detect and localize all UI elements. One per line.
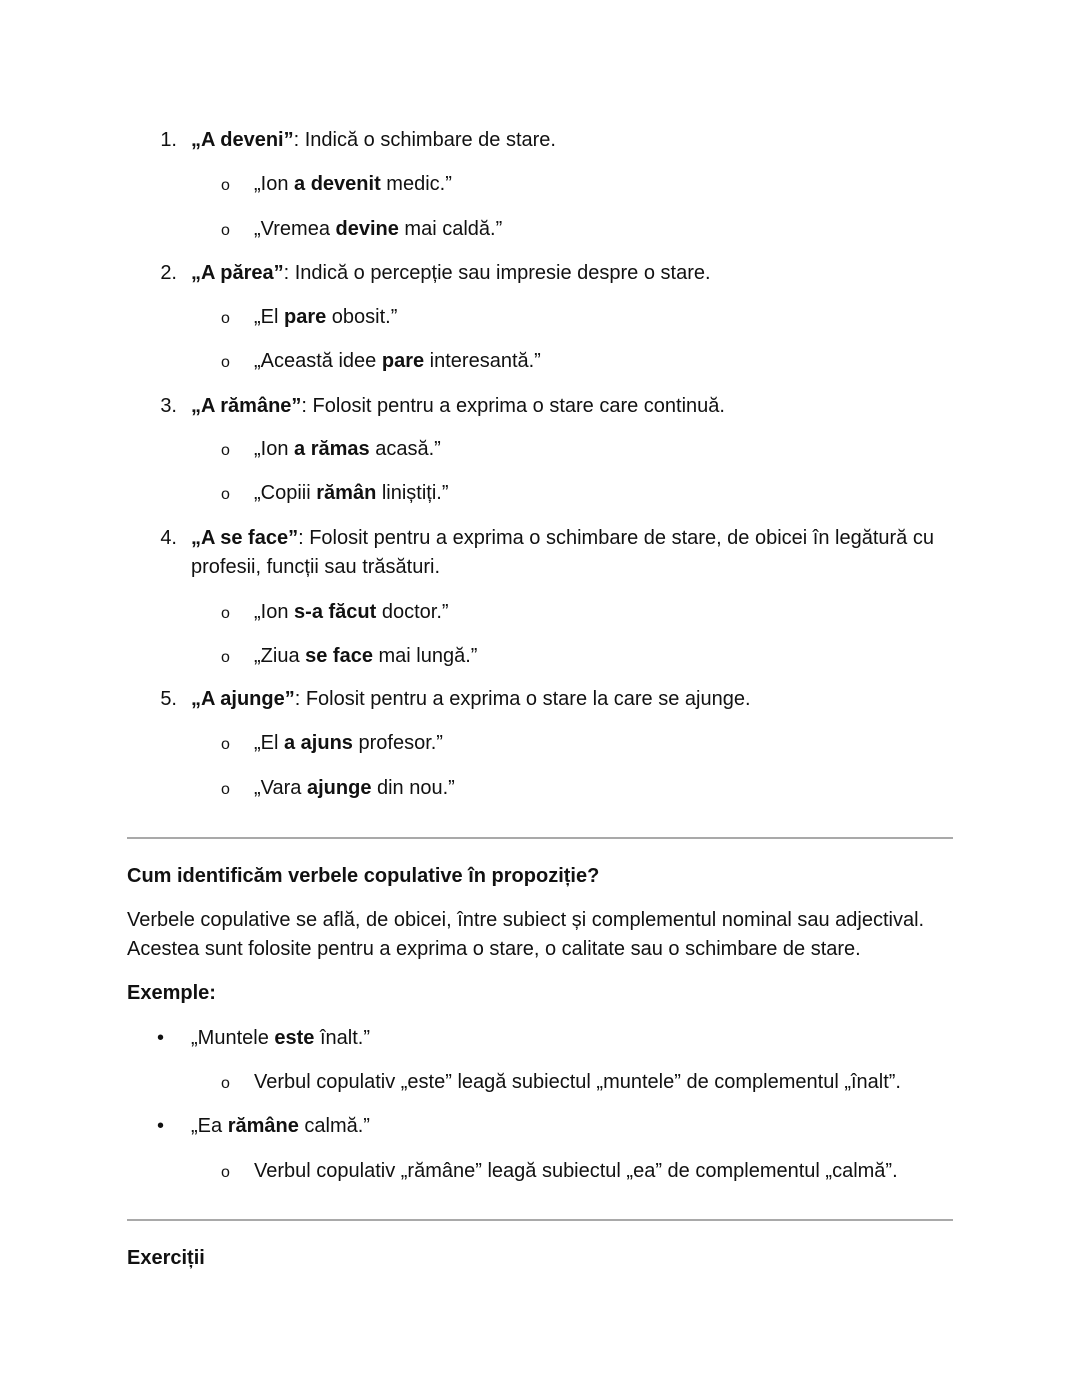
list-number: 4. bbox=[160, 527, 177, 549]
circle-bullet: o bbox=[221, 1075, 230, 1092]
circle-bullet: o bbox=[221, 222, 230, 239]
verb-description-continued: profesii, funcții sau trăsături. bbox=[191, 556, 440, 578]
section-heading: Cum identificăm verbele copulative în propoziție? bbox=[127, 865, 600, 887]
example-note: Verbul copulativ „este” leagă subiectul „muntele” de complementul „înalt”. bbox=[254, 1071, 901, 1093]
verb-description: : Folosit pentru a exprima o stare la care se ajunge. bbox=[294, 688, 751, 710]
circle-bullet: o bbox=[221, 354, 230, 371]
horizontal-rule bbox=[127, 1219, 953, 1221]
bullet-dot: • bbox=[157, 1115, 165, 1137]
circle-bullet: o bbox=[221, 1164, 230, 1181]
circle-bullet: o bbox=[221, 442, 230, 459]
circle-bullet: o bbox=[221, 177, 230, 194]
circle-bullet: o bbox=[221, 781, 230, 798]
verb-description: : Indică o schimbare de stare. bbox=[293, 129, 556, 151]
bullet-dot: • bbox=[157, 1027, 165, 1049]
list-item bbox=[191, 392, 725, 420]
example-note: Verbul copulativ „rămâne” leagă subiectul „ea” de complementul „calmă”. bbox=[254, 1160, 898, 1182]
example-item: „Această idee pare interesantă.” bbox=[254, 350, 541, 372]
list-item bbox=[191, 524, 934, 552]
verb-name: „A ajunge” bbox=[191, 688, 295, 710]
verb-description: : Folosit pentru a exprima o schimbare de stare, de obicei în legătură cu bbox=[298, 527, 934, 549]
list-item bbox=[191, 259, 711, 287]
verb-name: „A rămâne” bbox=[191, 395, 302, 417]
exercises-heading: Exerciții bbox=[127, 1247, 205, 1269]
horizontal-rule bbox=[127, 837, 953, 839]
list-number: 2. bbox=[160, 262, 177, 284]
example-item: „Copiii rămân liniștiți.” bbox=[254, 482, 449, 504]
example-item: „Ion s-a făcut doctor.” bbox=[254, 601, 449, 623]
list-item bbox=[191, 685, 751, 713]
circle-bullet: o bbox=[221, 486, 230, 503]
example-item: „Muntele este înalt.” bbox=[191, 1027, 370, 1049]
verb-name: „A deveni” bbox=[191, 129, 294, 151]
verb-name: „A se face” bbox=[191, 527, 299, 549]
example-item: „Ion a rămas acasă.” bbox=[254, 438, 441, 460]
example-item: „Ion a devenit medic.” bbox=[254, 173, 452, 195]
example-item: „Vremea devine mai caldă.” bbox=[254, 218, 503, 240]
circle-bullet: o bbox=[221, 310, 230, 327]
verb-description: : Indică o percepție sau impresie despre o stare. bbox=[283, 262, 711, 284]
paragraph-line: Verbele copulative se află, de obicei, între subiect și complementul nominal sau adjectival. bbox=[127, 909, 925, 931]
example-item: „El pare obosit.” bbox=[254, 306, 398, 328]
list-number: 5. bbox=[160, 688, 177, 710]
circle-bullet: o bbox=[221, 736, 230, 753]
verb-name: „A părea” bbox=[191, 262, 284, 284]
examples-label: Exemple: bbox=[127, 982, 216, 1004]
example-item: „El a ajuns profesor.” bbox=[254, 732, 443, 754]
verb-description: : Folosit pentru a exprima o stare care continuă. bbox=[301, 395, 725, 417]
circle-bullet: o bbox=[221, 605, 230, 622]
example-item: „Ea rămâne calmă.” bbox=[191, 1115, 370, 1137]
list-number: 1. bbox=[160, 129, 177, 151]
list-item bbox=[191, 126, 556, 154]
paragraph-line: Acestea sunt folosite pentru a exprima o stare, o calitate sau o schimbare de stare. bbox=[127, 938, 861, 960]
example-item: „Vara ajunge din nou.” bbox=[254, 777, 455, 799]
list-number: 3. bbox=[160, 395, 177, 417]
example-item: „Ziua se face mai lungă.” bbox=[254, 645, 478, 667]
circle-bullet: o bbox=[221, 649, 230, 666]
